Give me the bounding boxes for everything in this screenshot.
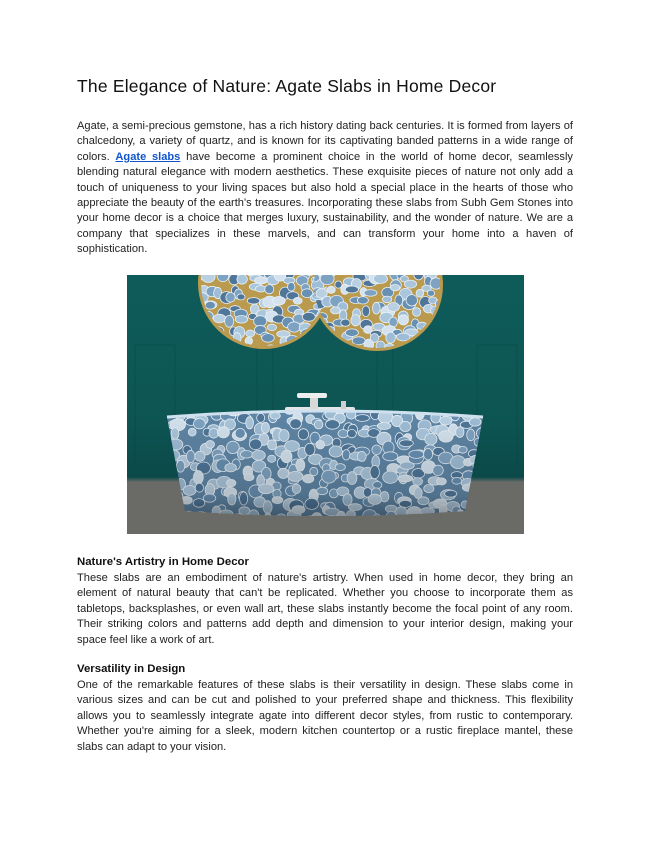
agate-stone-shape — [169, 469, 177, 479]
agate-stone-shape — [357, 297, 368, 304]
agate-stone-shape — [213, 314, 225, 323]
agate-stone-shape — [387, 303, 399, 312]
agate-stone-shape — [416, 350, 429, 360]
agate-stone-shape — [265, 285, 274, 294]
agate-stone-shape — [251, 397, 259, 410]
agate-stone-shape — [280, 394, 291, 405]
agate-stone-shape — [327, 286, 335, 293]
agate-stone-shape — [403, 405, 412, 412]
section-body-versatility: One of the remarkable features of these slabs is their versatility in design. These slabs come in various sizes and can be cut and polished to your preferred shape and thickness. This flexibility allows you to seamlessly integrate agate into different decor styles, from rustic to contemporary. Whether you're aiming for a sleek, modern kitchen countertop or a rustic fireplace mantel, these slabs can adapt to your vision. — [77, 679, 573, 753]
agate-stone-shape — [436, 335, 449, 341]
agate-stone-shape — [255, 286, 266, 292]
agate-stone-shape — [432, 348, 444, 356]
agate-stone-shape — [246, 330, 255, 337]
agate-stone-shape — [351, 315, 360, 326]
agate-stone-shape — [488, 424, 498, 432]
agate-stone-shape — [267, 399, 277, 410]
agate-stone-shape — [197, 319, 211, 326]
agate-stone-shape — [341, 319, 350, 326]
article-title: The Elegance of Nature: Agate Slabs in Home Decor — [77, 76, 497, 96]
agate-stone-shape — [404, 280, 416, 288]
agate-stone-shape — [235, 316, 247, 324]
agate-stone-shape — [288, 322, 301, 332]
agate-stone-shape — [217, 342, 228, 352]
agate-stone-shape — [310, 351, 317, 363]
agate-stone-shape — [370, 334, 378, 343]
agate-stone-shape — [199, 338, 210, 348]
agate-stone-shape — [437, 396, 447, 408]
agate-stone-shape — [182, 404, 195, 411]
agate-stone-shape — [267, 324, 276, 330]
agate-stone-shape — [300, 398, 311, 408]
agate-stone-shape — [201, 393, 216, 406]
agate-stone-shape — [483, 470, 493, 480]
agate-stone-shape — [471, 401, 481, 414]
agate-stone-shape — [386, 332, 396, 343]
agate-stone-shape — [199, 326, 208, 335]
section-heading-artistry: Nature's Artistry in Home Decor — [77, 556, 249, 568]
agate-stone-shape — [479, 453, 487, 463]
agate-stone-shape — [228, 341, 236, 352]
section-heading-versatility: Versatility in Design — [77, 663, 186, 675]
agate-stone-shape — [413, 308, 421, 317]
agate-stone-shape — [382, 296, 391, 303]
agate-stone-shape — [232, 396, 241, 409]
agate-stone-shape — [331, 307, 341, 314]
agate-stone-shape — [302, 312, 315, 321]
agate-stone-shape — [376, 399, 390, 409]
agate-stone-shape — [442, 350, 453, 357]
agate-stone-shape — [211, 335, 222, 346]
intro-text-start: Agate, a semi-precious gemstone, has a rich history dating back centuries. It is formed from layers of chalcedony, a variety of quartz, and is known for its captivating banded patterns in a wide range of colors. — [77, 120, 573, 163]
agate-stone-shape — [159, 407, 168, 416]
agate-stone-shape — [293, 297, 302, 304]
agate-stone-shape — [414, 350, 422, 361]
agate-stone-shape — [237, 294, 245, 300]
agate-stone-shape — [309, 335, 317, 345]
agate-stone-shape — [330, 352, 338, 361]
agate-stone-shape — [484, 398, 494, 405]
intro-paragraph — [77, 119, 573, 258]
agate-stone-shape — [483, 472, 491, 481]
agate-stone-shape — [312, 346, 323, 355]
agate-stone-shape — [164, 401, 173, 409]
agate-stone-shape — [396, 333, 410, 341]
agate-stone-shape — [194, 401, 203, 411]
agate-stone-shape — [329, 340, 337, 351]
agate-stone-shape — [362, 306, 370, 317]
agate-stone-shape — [409, 399, 423, 411]
agate-stone-shape — [434, 340, 443, 347]
agate-stone-shape — [339, 351, 353, 359]
agate-stone-shape — [427, 290, 434, 296]
agate-stone-shape — [373, 302, 381, 314]
agate-stone-shape — [318, 332, 332, 343]
agate-stone-shape — [485, 410, 499, 420]
agate-stone-shape — [225, 315, 234, 327]
agate-stone-shape — [273, 351, 287, 358]
intro-text-end: have become a prominent choice in the world of home decor, seamlessly blending natural elegance with modern aesthetics. These exquisite pieces of nature not only add a touch of uniqueness to your living spaces but also hold a special place in the hearts of those who appreciate the beauty of the earth's treasures. Incorporating these slabs from Subh Gem Stones into your home decor is a choice that merges luxury, sustainability, and the wonder of nature. We are a company that specializes in these marvels, and can transform your home into a haven of sophistication. — [77, 150, 573, 256]
agate-stone-shape — [445, 289, 453, 295]
agate-stone-shape — [319, 335, 332, 343]
agate-stone-shape — [273, 296, 286, 305]
agate-stone-shape — [437, 312, 450, 319]
agate-stone-shape — [247, 298, 260, 304]
agate-stone-shape — [297, 344, 308, 353]
agate-stone-shape — [209, 346, 217, 354]
agate-stone-shape — [347, 350, 354, 358]
agate-stone-shape — [406, 295, 417, 306]
agate-stone-shape — [262, 334, 275, 343]
agate-stone-shape — [403, 346, 412, 357]
agate-stone-shape — [416, 289, 424, 297]
agate-stone-shape — [434, 323, 446, 332]
agate-stone-shape — [374, 275, 388, 283]
agate-stone-shape — [482, 441, 497, 451]
agate-stone-shape — [435, 325, 443, 335]
section-body-artistry: These slabs are an embodiment of nature's artistry. When used in home decor, they bring an element of natural beauty that can't be replicated. Whether you choose to incorporate them as tabletops, backsplashes, or even wall art, these slabs instantly become the focal point of any room. Their striking colors and patterns add depth and dimension to your interior design, making your space feel like a work of art. — [77, 572, 573, 646]
agate-stone-shape — [439, 318, 448, 325]
agate-stone-shape — [316, 346, 325, 353]
agate-stone-shape — [237, 275, 247, 284]
agate-stone-shape — [307, 350, 316, 358]
agate-stone-shape — [456, 401, 467, 408]
agate-bathtub-image — [127, 275, 524, 534]
agate-stone-shape — [193, 310, 204, 318]
agate-stone-shape — [238, 401, 248, 409]
agate-stone-shape — [285, 345, 296, 353]
agate-stone-shape — [277, 402, 286, 410]
agate-stone-shape — [202, 275, 216, 283]
agate-stone-shape — [345, 329, 358, 337]
agate-stone-shape — [355, 398, 367, 408]
agate-stone-shape — [250, 350, 257, 356]
agate-stone-shape — [214, 334, 221, 344]
agate-stone-shape — [320, 275, 334, 285]
agate-stone-shape — [364, 290, 377, 297]
agate-stone-shape — [159, 435, 172, 444]
agate-stone-shape — [308, 333, 319, 342]
agate-stone-shape — [434, 318, 446, 329]
agate-stone-shape — [205, 301, 215, 309]
agate-slabs-link[interactable]: Agate slabs — [115, 150, 181, 163]
agate-stone-shape — [390, 285, 400, 291]
agate-stone-shape — [288, 282, 295, 291]
agate-stone-shape — [194, 350, 205, 359]
agate-stone-shape — [352, 337, 365, 345]
agate-stone-shape — [226, 292, 235, 302]
agate-stone-shape — [398, 315, 408, 325]
agate-stone-shape — [428, 395, 438, 405]
agate-stone-shape — [345, 286, 358, 293]
agate-stone-shape — [310, 339, 319, 346]
agate-stone-shape — [445, 395, 458, 402]
